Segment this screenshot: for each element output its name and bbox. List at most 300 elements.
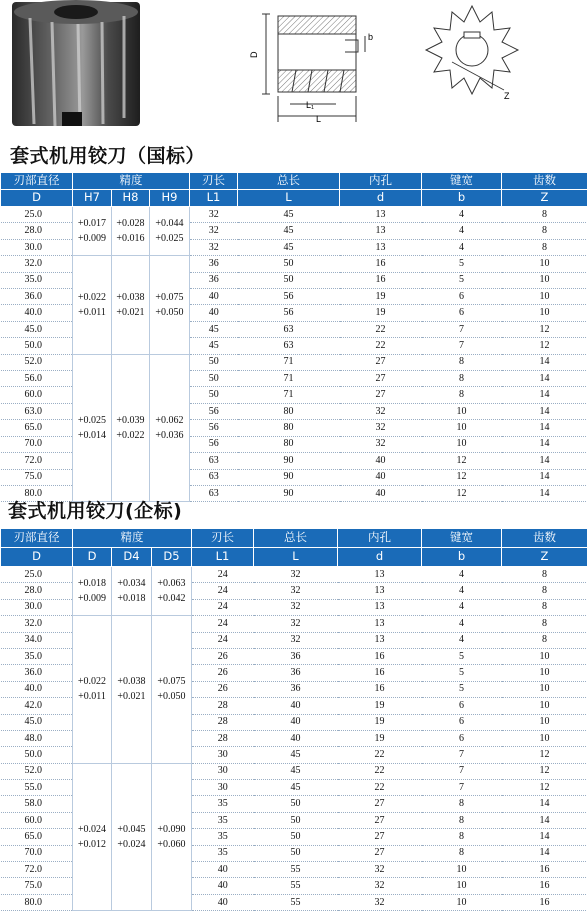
cell-z: 14 (502, 829, 587, 845)
cell-d: 22 (340, 338, 422, 354)
cell-l1: 26 (192, 648, 254, 664)
cell-l1: 50 (190, 354, 238, 370)
reamer-end-view (426, 6, 518, 94)
header-tol3: D5 (152, 548, 192, 567)
cell-l1: 40 (192, 894, 254, 910)
cell-z: 14 (502, 387, 587, 403)
header-tol2: D4 (112, 548, 152, 567)
cell-d: 27 (340, 371, 422, 387)
table-row (1, 567, 587, 583)
cell-diameter: 40.0 (1, 681, 73, 697)
drawing-label-b: b (368, 32, 373, 42)
tolerance-upper: +0.062 (150, 413, 189, 428)
cell-z: 16 (502, 878, 587, 894)
cell-l1: 40 (192, 878, 254, 894)
cell-b: 10 (422, 403, 502, 419)
cell-b: 7 (422, 780, 502, 796)
cell-l1: 45 (190, 338, 238, 354)
cell-diameter: 30.0 (1, 239, 73, 255)
cell-l: 45 (254, 747, 338, 763)
cell-d: 32 (338, 878, 422, 894)
cell-l1: 40 (190, 289, 238, 305)
cell-d: 13 (338, 567, 422, 583)
header-tol1: H7 (73, 190, 112, 207)
cell-d: 16 (340, 272, 422, 288)
cell-diameter: 60.0 (1, 812, 73, 828)
cell-l: 55 (254, 878, 338, 894)
tolerance-cell-t3 (152, 616, 192, 764)
cell-b: 4 (422, 616, 502, 632)
cell-l: 45 (238, 223, 340, 239)
cell-b: 10 (422, 420, 502, 436)
cell-d: 32 (338, 894, 422, 910)
cell-l: 32 (254, 632, 338, 648)
cell-diameter: 72.0 (1, 862, 73, 878)
tolerance-cell-t1 (73, 567, 112, 616)
section-title-qb: 套式机用铰刀(企标) (8, 496, 182, 523)
cell-b: 7 (422, 338, 502, 354)
tolerance-lower: +0.021 (112, 689, 151, 704)
cell-diameter: 75.0 (1, 469, 73, 485)
tolerance-upper: +0.024 (73, 822, 111, 837)
cell-l: 90 (238, 469, 340, 485)
cell-l1: 26 (192, 665, 254, 681)
cell-d: 27 (340, 387, 422, 403)
cell-b: 5 (422, 272, 502, 288)
table-row (1, 207, 587, 223)
cell-z: 10 (502, 730, 587, 746)
tolerance-cell-t2 (112, 763, 152, 911)
cell-z: 12 (502, 338, 587, 354)
cell-diameter: 80.0 (1, 485, 73, 501)
cell-d: 40 (340, 485, 422, 501)
cell-l: 50 (254, 796, 338, 812)
cell-l1: 50 (190, 387, 238, 403)
cell-z: 10 (502, 272, 587, 288)
cell-b: 5 (422, 665, 502, 681)
cell-diameter: 65.0 (1, 829, 73, 845)
cell-b: 8 (422, 845, 502, 861)
drawing-label-Z: Z (504, 91, 510, 101)
cell-d: 13 (340, 207, 422, 223)
cell-l1: 56 (190, 436, 238, 452)
cell-l1: 24 (192, 583, 254, 599)
cell-z: 14 (502, 371, 587, 387)
header-precision: 精度 (73, 173, 190, 190)
header-tol3: H9 (150, 190, 190, 207)
cell-d: 40 (340, 453, 422, 469)
cell-d: 19 (338, 730, 422, 746)
tolerance-cell-t2 (112, 256, 150, 354)
cell-diameter: 70.0 (1, 845, 73, 861)
cell-l: 32 (254, 567, 338, 583)
cell-d: 40 (340, 469, 422, 485)
cell-z: 14 (502, 436, 587, 452)
cell-d: 32 (340, 403, 422, 419)
cell-diameter: 65.0 (1, 420, 73, 436)
tolerance-cell-t1 (73, 256, 112, 354)
cell-l: 36 (254, 648, 338, 664)
header-tol2: H8 (112, 190, 150, 207)
cell-z: 14 (502, 485, 587, 501)
cell-l: 40 (254, 714, 338, 730)
cell-l1: 32 (190, 207, 238, 223)
tolerance-lower: +0.014 (73, 428, 111, 443)
tolerance-lower: +0.021 (112, 305, 149, 320)
cell-diameter: 35.0 (1, 648, 73, 664)
cell-l1: 24 (192, 567, 254, 583)
header-l1: 刃长 (190, 173, 238, 190)
header-z-sym: Z (502, 548, 587, 567)
cell-b: 4 (422, 632, 502, 648)
cell-z: 14 (502, 845, 587, 861)
cell-b: 4 (422, 223, 502, 239)
cell-b: 5 (422, 256, 502, 272)
header-b: 键宽 (422, 529, 502, 548)
cell-d: 22 (338, 780, 422, 796)
tolerance-cell-t1 (73, 616, 112, 764)
cell-l1: 35 (192, 796, 254, 812)
cell-b: 4 (422, 239, 502, 255)
cell-b: 8 (422, 387, 502, 403)
cell-b: 5 (422, 681, 502, 697)
cell-diameter: 32.0 (1, 256, 73, 272)
cell-b: 6 (422, 289, 502, 305)
cell-l: 40 (254, 730, 338, 746)
cell-z: 12 (502, 763, 587, 779)
cell-l: 32 (254, 583, 338, 599)
table-row (1, 616, 587, 632)
cell-l1: 30 (192, 747, 254, 763)
tolerance-cell-t1 (73, 763, 112, 911)
cell-d: 22 (340, 321, 422, 337)
header-diameter: 刃部直径 (1, 173, 73, 190)
tolerance-cell-t3 (150, 256, 190, 354)
table-row (1, 763, 587, 779)
cell-z: 14 (502, 403, 587, 419)
cell-b: 8 (422, 812, 502, 828)
drawing-label-D: D (249, 51, 259, 58)
cell-b: 8 (422, 354, 502, 370)
cell-b: 6 (422, 714, 502, 730)
header-diameter-sym: D (1, 190, 73, 207)
tolerance-lower: +0.050 (152, 689, 191, 704)
table-row (1, 256, 587, 272)
cell-diameter: 36.0 (1, 665, 73, 681)
tolerance-upper: +0.017 (73, 216, 111, 231)
cell-l1: 40 (192, 862, 254, 878)
cell-b: 10 (422, 894, 502, 910)
header-b: 键宽 (422, 173, 502, 190)
cell-d: 16 (338, 681, 422, 697)
cell-z: 10 (502, 256, 587, 272)
cell-b: 7 (422, 763, 502, 779)
cell-l1: 24 (192, 599, 254, 615)
header-z: 齿数 (502, 529, 587, 548)
cell-z: 16 (502, 862, 587, 878)
cell-b: 6 (422, 730, 502, 746)
cell-z: 10 (502, 289, 587, 305)
cell-l: 50 (238, 272, 340, 288)
cell-diameter: 70.0 (1, 436, 73, 452)
cell-diameter: 35.0 (1, 272, 73, 288)
cell-l: 32 (254, 616, 338, 632)
cell-l1: 30 (192, 780, 254, 796)
cell-b: 12 (422, 485, 502, 501)
cell-diameter: 60.0 (1, 387, 73, 403)
cell-l1: 32 (190, 239, 238, 255)
cell-l: 50 (254, 845, 338, 861)
header-d: 内孔 (340, 173, 422, 190)
cell-diameter: 32.0 (1, 616, 73, 632)
header-l-sym: L (254, 548, 338, 567)
tolerance-upper: +0.075 (152, 674, 191, 689)
cell-l: 40 (254, 698, 338, 714)
cell-diameter: 45.0 (1, 714, 73, 730)
cell-d: 13 (338, 616, 422, 632)
cell-z: 12 (502, 321, 587, 337)
cell-d: 32 (338, 862, 422, 878)
cell-l: 36 (254, 681, 338, 697)
cell-z: 8 (502, 616, 587, 632)
cell-l: 90 (238, 485, 340, 501)
cell-z: 14 (502, 796, 587, 812)
tolerance-lower: +0.011 (73, 689, 111, 704)
cell-l: 56 (238, 289, 340, 305)
cell-b: 8 (422, 829, 502, 845)
header-precision: 精度 (73, 529, 192, 548)
cell-b: 10 (422, 878, 502, 894)
tolerance-upper: +0.044 (150, 216, 189, 231)
header-z: 齿数 (502, 173, 587, 190)
cell-d: 13 (338, 599, 422, 615)
cell-l1: 45 (190, 321, 238, 337)
cell-diameter: 48.0 (1, 730, 73, 746)
cell-diameter: 34.0 (1, 632, 73, 648)
cell-l: 45 (238, 239, 340, 255)
cell-z: 8 (502, 223, 587, 239)
cell-d: 32 (340, 436, 422, 452)
cell-z: 10 (502, 648, 587, 664)
cell-z: 8 (502, 567, 587, 583)
cell-d: 27 (338, 845, 422, 861)
table-row (1, 354, 587, 370)
tolerance-lower: +0.009 (73, 591, 111, 606)
tolerance-lower: +0.042 (152, 591, 191, 606)
header-l1-sym: L1 (190, 190, 238, 207)
cell-z: 12 (502, 747, 587, 763)
cell-z: 10 (502, 698, 587, 714)
cell-l1: 40 (190, 305, 238, 321)
cell-z: 8 (502, 239, 587, 255)
spec-table-gb (0, 172, 587, 502)
cell-diameter: 50.0 (1, 747, 73, 763)
tolerance-upper: +0.025 (73, 413, 111, 428)
cell-diameter: 45.0 (1, 321, 73, 337)
header-l: 总长 (254, 529, 338, 548)
cell-z: 14 (502, 354, 587, 370)
cell-d: 22 (338, 747, 422, 763)
cell-z: 14 (502, 453, 587, 469)
cell-l: 45 (254, 763, 338, 779)
cell-b: 8 (422, 796, 502, 812)
cell-d: 27 (338, 796, 422, 812)
header-d: 内孔 (338, 529, 422, 548)
tolerance-cell-t3 (152, 567, 192, 616)
tolerance-cell-t3 (150, 354, 190, 502)
cell-z: 12 (502, 780, 587, 796)
header-d-sym: d (340, 190, 422, 207)
cell-diameter: 50.0 (1, 338, 73, 354)
cell-d: 13 (338, 632, 422, 648)
cell-d: 27 (340, 354, 422, 370)
cell-l: 80 (238, 403, 340, 419)
cell-diameter: 52.0 (1, 354, 73, 370)
cell-l: 80 (238, 420, 340, 436)
cell-b: 4 (422, 599, 502, 615)
cell-l1: 56 (190, 420, 238, 436)
cell-b: 10 (422, 862, 502, 878)
tolerance-upper: +0.045 (112, 822, 151, 837)
cell-l: 45 (254, 780, 338, 796)
tolerance-lower: +0.011 (73, 305, 111, 320)
cell-l1: 26 (192, 681, 254, 697)
tolerance-lower: +0.025 (150, 231, 189, 246)
section-title-gb: 套式机用铰刀（国标） (10, 141, 205, 168)
tolerance-cell-t1 (73, 207, 112, 256)
cell-diameter: 72.0 (1, 453, 73, 469)
cell-l1: 63 (190, 453, 238, 469)
tolerance-lower: +0.060 (152, 837, 191, 852)
cell-l: 55 (254, 894, 338, 910)
cell-l: 36 (254, 665, 338, 681)
header-z-sym: Z (502, 190, 587, 207)
cell-l1: 36 (190, 272, 238, 288)
cell-l1: 28 (192, 730, 254, 746)
tolerance-cell-t3 (150, 207, 190, 256)
cell-d: 27 (338, 812, 422, 828)
cell-l: 50 (238, 256, 340, 272)
tolerance-cell-t2 (112, 207, 150, 256)
header-diameter: 刃部直径 (1, 529, 73, 548)
cell-d: 13 (340, 239, 422, 255)
tolerance-cell-t2 (112, 616, 152, 764)
cell-d: 27 (338, 829, 422, 845)
cell-l: 50 (254, 829, 338, 845)
cell-b: 10 (422, 436, 502, 452)
tolerance-cell-t3 (152, 763, 192, 911)
cell-d: 19 (338, 698, 422, 714)
cell-z: 14 (502, 812, 587, 828)
tolerance-upper: +0.038 (112, 290, 149, 305)
header-l1-sym: L1 (192, 548, 254, 567)
tolerance-upper: +0.075 (150, 290, 189, 305)
tolerance-cell-t2 (112, 354, 150, 502)
cell-l: 71 (238, 387, 340, 403)
cell-l1: 24 (192, 616, 254, 632)
cell-l1: 28 (192, 698, 254, 714)
cell-l1: 30 (192, 763, 254, 779)
cell-b: 6 (422, 305, 502, 321)
cell-d: 19 (340, 305, 422, 321)
tolerance-lower: +0.016 (112, 231, 149, 246)
cell-l: 56 (238, 305, 340, 321)
cell-z: 8 (502, 599, 587, 615)
drawing-label-L: L (316, 114, 321, 124)
cell-diameter: 58.0 (1, 796, 73, 812)
tolerance-lower: +0.022 (112, 428, 149, 443)
header-d-sym: d (338, 548, 422, 567)
cell-l: 50 (254, 812, 338, 828)
header-l-sym: L (238, 190, 340, 207)
tolerance-lower: +0.050 (150, 305, 189, 320)
tolerance-lower: +0.012 (73, 837, 111, 852)
cell-z: 8 (502, 583, 587, 599)
cell-d: 13 (340, 223, 422, 239)
cell-z: 10 (502, 305, 587, 321)
tolerance-cell-t2 (112, 567, 152, 616)
cell-z: 14 (502, 469, 587, 485)
cell-l: 32 (254, 599, 338, 615)
cell-z: 10 (502, 714, 587, 730)
cell-d: 19 (340, 289, 422, 305)
tolerance-lower: +0.036 (150, 428, 189, 443)
cell-b: 4 (422, 207, 502, 223)
cell-b: 12 (422, 469, 502, 485)
cell-d: 16 (338, 665, 422, 681)
header-tol1: D (73, 548, 112, 567)
drawing-label-L1: L₁ (306, 100, 314, 110)
cell-l: 63 (238, 338, 340, 354)
cell-diameter: 25.0 (1, 567, 73, 583)
tolerance-lower: +0.009 (73, 231, 111, 246)
cell-b: 8 (422, 371, 502, 387)
cell-d: 22 (338, 763, 422, 779)
cell-z: 16 (502, 894, 587, 910)
cell-z: 10 (502, 665, 587, 681)
tolerance-cell-t1 (73, 354, 112, 502)
cell-l1: 35 (192, 812, 254, 828)
cell-diameter: 30.0 (1, 599, 73, 615)
tolerance-lower: +0.024 (112, 837, 151, 852)
reamer-photo (12, 0, 140, 126)
cell-z: 8 (502, 632, 587, 648)
tolerance-upper: +0.038 (112, 674, 151, 689)
cell-l1: 63 (190, 469, 238, 485)
tolerance-lower: +0.018 (112, 591, 151, 606)
cell-l1: 50 (190, 371, 238, 387)
cell-diameter: 55.0 (1, 780, 73, 796)
cell-diameter: 52.0 (1, 763, 73, 779)
cell-l: 80 (238, 436, 340, 452)
spec-table-qb (0, 528, 587, 911)
tolerance-upper: +0.034 (112, 576, 151, 591)
cell-l: 45 (238, 207, 340, 223)
cell-l1: 36 (190, 256, 238, 272)
cell-b: 12 (422, 453, 502, 469)
cell-diameter: 28.0 (1, 223, 73, 239)
cell-l: 71 (238, 354, 340, 370)
cell-d: 19 (338, 714, 422, 730)
cell-l1: 32 (190, 223, 238, 239)
cell-diameter: 36.0 (1, 289, 73, 305)
cell-l1: 24 (192, 632, 254, 648)
cell-diameter: 63.0 (1, 403, 73, 419)
cell-l1: 35 (192, 845, 254, 861)
cell-d: 13 (338, 583, 422, 599)
tolerance-upper: +0.039 (112, 413, 149, 428)
cell-z: 14 (502, 420, 587, 436)
